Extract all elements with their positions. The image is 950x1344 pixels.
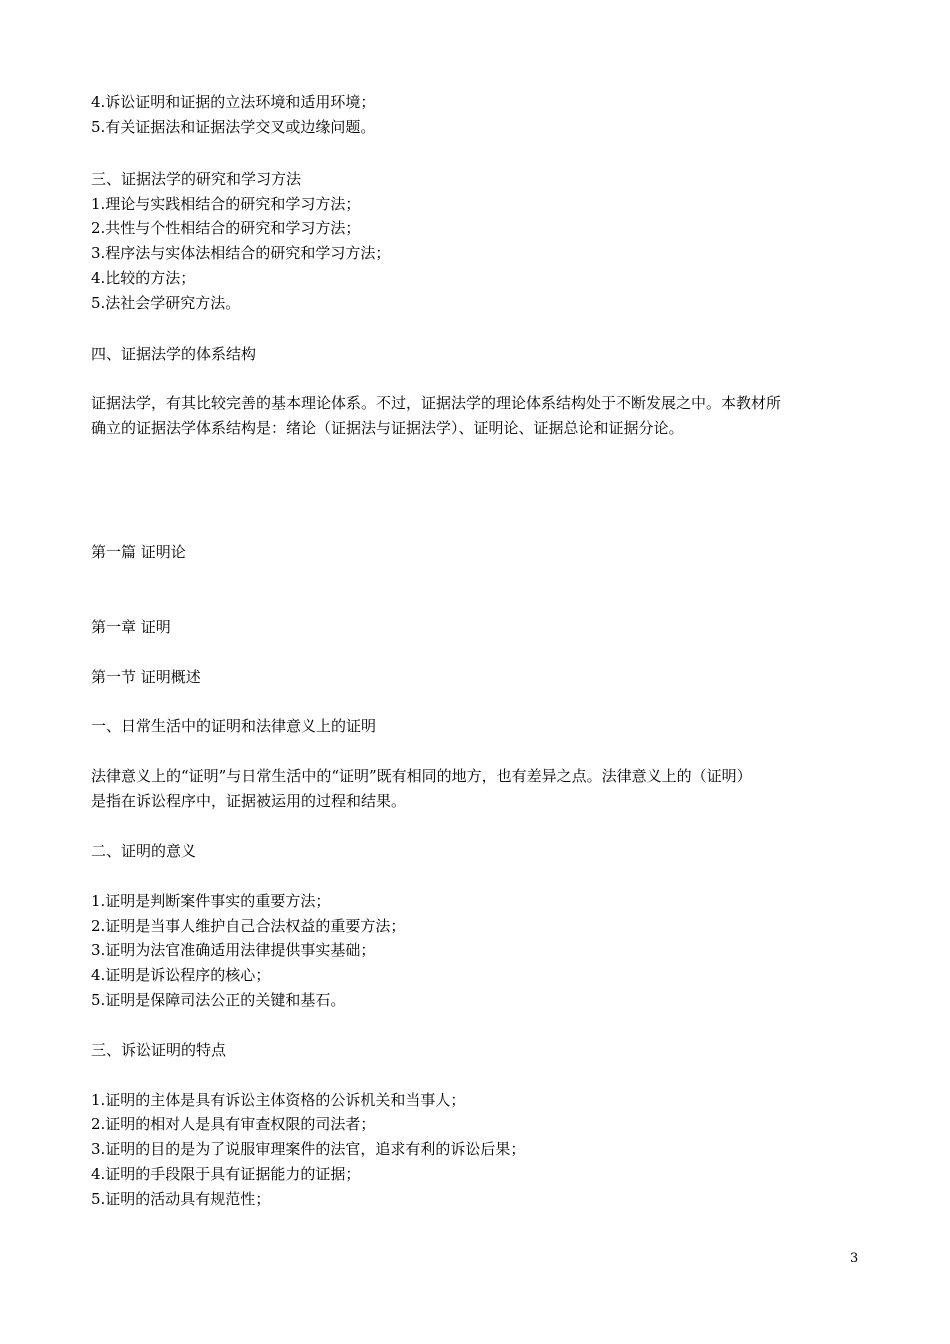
list-item: 3.程序法与实体法相结合的研究和学习方法； bbox=[91, 244, 391, 262]
list-item: 4.证明是诉讼程序的核心； bbox=[91, 966, 271, 984]
list-item: 3.证明的目的是为了说服审理案件的法官，追求有利的诉讼后果； bbox=[91, 1140, 526, 1158]
list-item: 3.证明为法官准确适用法律提供事实基础； bbox=[91, 941, 376, 959]
list-item: 5.法社会学研究方法。 bbox=[91, 294, 241, 312]
paragraph-line: 是指在诉讼程序中，证据被运用的过程和结果。 bbox=[91, 792, 407, 810]
section-heading: 三、证据法学的研究和学习方法 bbox=[91, 170, 302, 188]
section-title: 第一节 证明概述 bbox=[91, 668, 201, 686]
subsection-heading: 三、诉讼证明的特点 bbox=[91, 1041, 227, 1059]
list-item: 2.证明是当事人维护自己合法权益的重要方法； bbox=[91, 917, 406, 935]
part-title: 第一篇 证明论 bbox=[91, 543, 186, 561]
paragraph-line: 法律意义上的“证明”与日常生活中的“证明”既有相同的地方，也有差异之点。法律意义上的（证明） bbox=[91, 767, 752, 785]
paragraph-line: 确立的证据法学体系结构是：绪论（证据法与证据法学）、证明论、证据总论和证据分论。 bbox=[91, 419, 684, 437]
list-item: 4.比较的方法； bbox=[91, 269, 196, 287]
chapter-title: 第一章 证明 bbox=[91, 618, 171, 636]
list-item: 1.证明的主体是具有诉讼主体资格的公诉机关和当事人； bbox=[91, 1091, 466, 1109]
subsection-heading: 一、日常生活中的证明和法律意义上的证明 bbox=[91, 717, 377, 735]
list-item: 2.共性与个性相结合的研究和学习方法； bbox=[91, 219, 361, 237]
subsection-heading: 二、证明的意义 bbox=[91, 842, 197, 860]
list-item: 1.证明是判断案件事实的重要方法； bbox=[91, 892, 331, 910]
section-heading: 四、证据法学的体系结构 bbox=[91, 345, 257, 363]
paragraph-line: 证据法学，有其比较完善的基本理论体系。不过，证据法学的理论体系结构处于不断发展之中。本教材所 bbox=[91, 394, 782, 412]
list-item: 4.诉讼证明和证据的立法环境和适用环境； bbox=[91, 93, 376, 111]
list-item: 5.证明是保障司法公正的关键和基石。 bbox=[91, 991, 346, 1009]
list-item: 5.证明的活动具有规范性； bbox=[91, 1190, 271, 1208]
list-item: 4.证明的手段限于具有证据能力的证据； bbox=[91, 1165, 361, 1183]
list-item: 5.有关证据法和证据法学交叉或边缘问题。 bbox=[91, 118, 376, 136]
page-number: 3 bbox=[850, 1251, 859, 1266]
list-item: 2.证明的相对人是具有审查权限的司法者； bbox=[91, 1115, 376, 1133]
list-item: 1.理论与实践相结合的研究和学习方法； bbox=[91, 195, 361, 213]
